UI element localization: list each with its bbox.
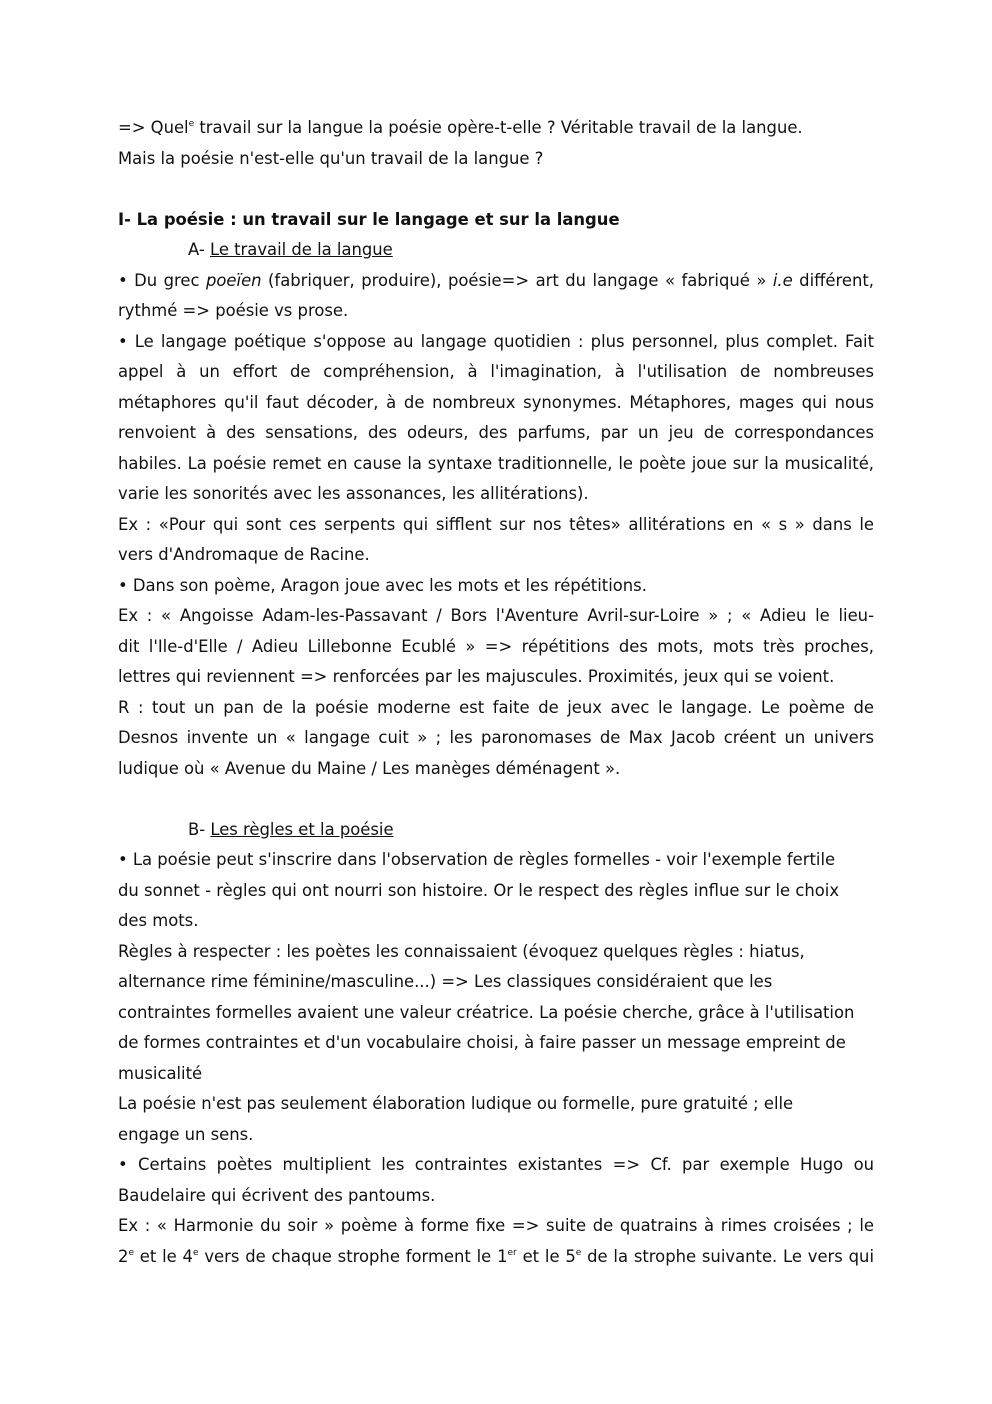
paragraph-line: Règles à respecter : les poètes les connaissaient (évoquez quelques règles : hiatus, <box>118 941 805 961</box>
subsection-prefix: B- <box>188 819 211 839</box>
paragraph-line: du sonnet - règles qui ont nourri son histoire. Or le respect des règles influe sur le choix <box>118 880 840 900</box>
paragraph-line: rythmé => poésie vs prose. <box>118 301 349 320</box>
text: vers de chaque strophe forment le 1 <box>198 1246 508 1266</box>
text: et le 4 <box>133 1246 193 1266</box>
subsection-b-heading <box>118 815 874 846</box>
example-line: vers d'Andromaque de Racine. <box>118 545 370 564</box>
text: 2 <box>118 1246 129 1266</box>
paragraph-line: musicalité <box>118 1063 203 1083</box>
paragraph-line: • Le langage poétique s'oppose au langage quotidien : plus personnel, plus complet. Fait <box>118 331 874 351</box>
paragraph-line: métaphores qu'il faut décoder, à de nombreux synonymes. Métaphores, mages qui nous <box>118 392 874 412</box>
intro-text: travail sur la langue la poésie opère-t-elle ? Véritable travail de la langue. <box>194 118 803 137</box>
intro-text: => Quel <box>118 118 189 137</box>
paragraph-line: renvoient à des sensations, des odeurs, des parfums, par un jeu de correspondances <box>118 423 874 442</box>
paragraph-line: alternance rime féminine/masculine...) => Les classiques considéraient que les <box>118 972 773 991</box>
subsection-a-heading <box>118 235 874 266</box>
superscript: e <box>193 1247 199 1258</box>
example-line <box>118 1242 874 1273</box>
paragraph-line: varie les sonorités avec les assonances, les allitérations). <box>118 484 589 503</box>
spacer <box>118 174 874 205</box>
text: • Du grec <box>118 270 206 290</box>
remark-line: Desnos invente un « langage cuit » ; les paronomases de Max Jacob créent un univers <box>118 728 874 747</box>
document-page <box>118 113 874 1272</box>
example-line: dit l'Ile-d'Elle / Adieu Lillebonne Ecublé » => répétitions des mots, mots très proches, <box>118 636 874 656</box>
remark-line: ludique où « Avenue du Maine / Les manèges déménagent ». <box>118 758 621 778</box>
text: différent, <box>792 270 874 290</box>
paragraph-line: des mots. <box>118 911 199 930</box>
section-heading: I- La poésie : un travail sur le langage et sur la langue <box>118 209 620 229</box>
text: et le 5 <box>516 1246 576 1266</box>
paragraph-line: La poésie n'est pas seulement élaboration ludique ou formelle, pure gratuité ; elle <box>118 1094 794 1113</box>
remark-line: R : tout un pan de la poésie moderne est faite de jeux avec le langage. Le poème de <box>118 697 874 717</box>
superscript: e <box>128 1247 134 1258</box>
paragraph-line: • Dans son poème, Aragon joue avec les mots et les répétitions. <box>118 575 647 595</box>
subsection-title: Le travail de la langue <box>209 240 393 259</box>
superscript: e <box>575 1247 582 1258</box>
superscript: e <box>188 119 195 129</box>
text: (fabriquer, produire), poésie=> art du langage « fabriqué » <box>261 270 773 290</box>
intro-line-2: Mais la poésie n'est-elle qu'un travail de la langue ? <box>118 148 544 168</box>
paragraph-line: contraintes formelles avaient une valeur créatrice. La poésie cherche, grâce à l'utilisation <box>118 1002 855 1022</box>
paragraph-line: habiles. La poésie remet en cause la syntaxe traditionnelle, le poète joue sur la musicalité, <box>118 453 874 473</box>
italic-term: poeïen <box>206 270 262 290</box>
paragraph-line: • La poésie peut s'inscrire dans l'observation de règles formelles - voir l'exemple fertile <box>118 850 836 869</box>
example-line: Ex : «Pour qui sont ces serpents qui sifflent sur nos têtes» allitérations en « s » dans le <box>118 514 874 534</box>
spacer <box>118 784 874 815</box>
italic-term: i.e <box>772 270 793 290</box>
paragraph-line <box>118 266 874 297</box>
text: de la strophe suivante. Le vers qui <box>581 1246 874 1266</box>
paragraph-line: engage un sens. <box>118 1124 254 1144</box>
example-line: Ex : « Angoisse Adam-les-Passavant / Bors l'Aventure Avril-sur-Loire » ; « Adieu le lieu- <box>118 606 874 625</box>
example-line: Ex : « Harmonie du soir » poème à forme fixe => suite de quatrains à rimes croisées ; le <box>118 1216 874 1235</box>
superscript: er <box>507 1247 517 1258</box>
subsection-prefix: A- <box>188 240 210 259</box>
subsection-title: Les règles et la poésie <box>210 819 394 839</box>
paragraph-line: Baudelaire qui écrivent des pantoums. <box>118 1185 436 1205</box>
example-line: lettres qui reviennent => renforcées par les majuscules. Proximités, jeux qui se voient. <box>118 667 835 686</box>
paragraph-line: appel à un effort de compréhension, à l'imagination, à l'utilisation de nombreuses <box>118 362 874 381</box>
paragraph-line: • Certains poètes multiplient les contraintes existantes => Cf. par exemple Hugo ou <box>118 1155 874 1174</box>
paragraph-line: de formes contraintes et d'un vocabulaire choisi, à faire passer un message empreint de <box>118 1033 846 1052</box>
intro-line-1 <box>118 113 874 144</box>
